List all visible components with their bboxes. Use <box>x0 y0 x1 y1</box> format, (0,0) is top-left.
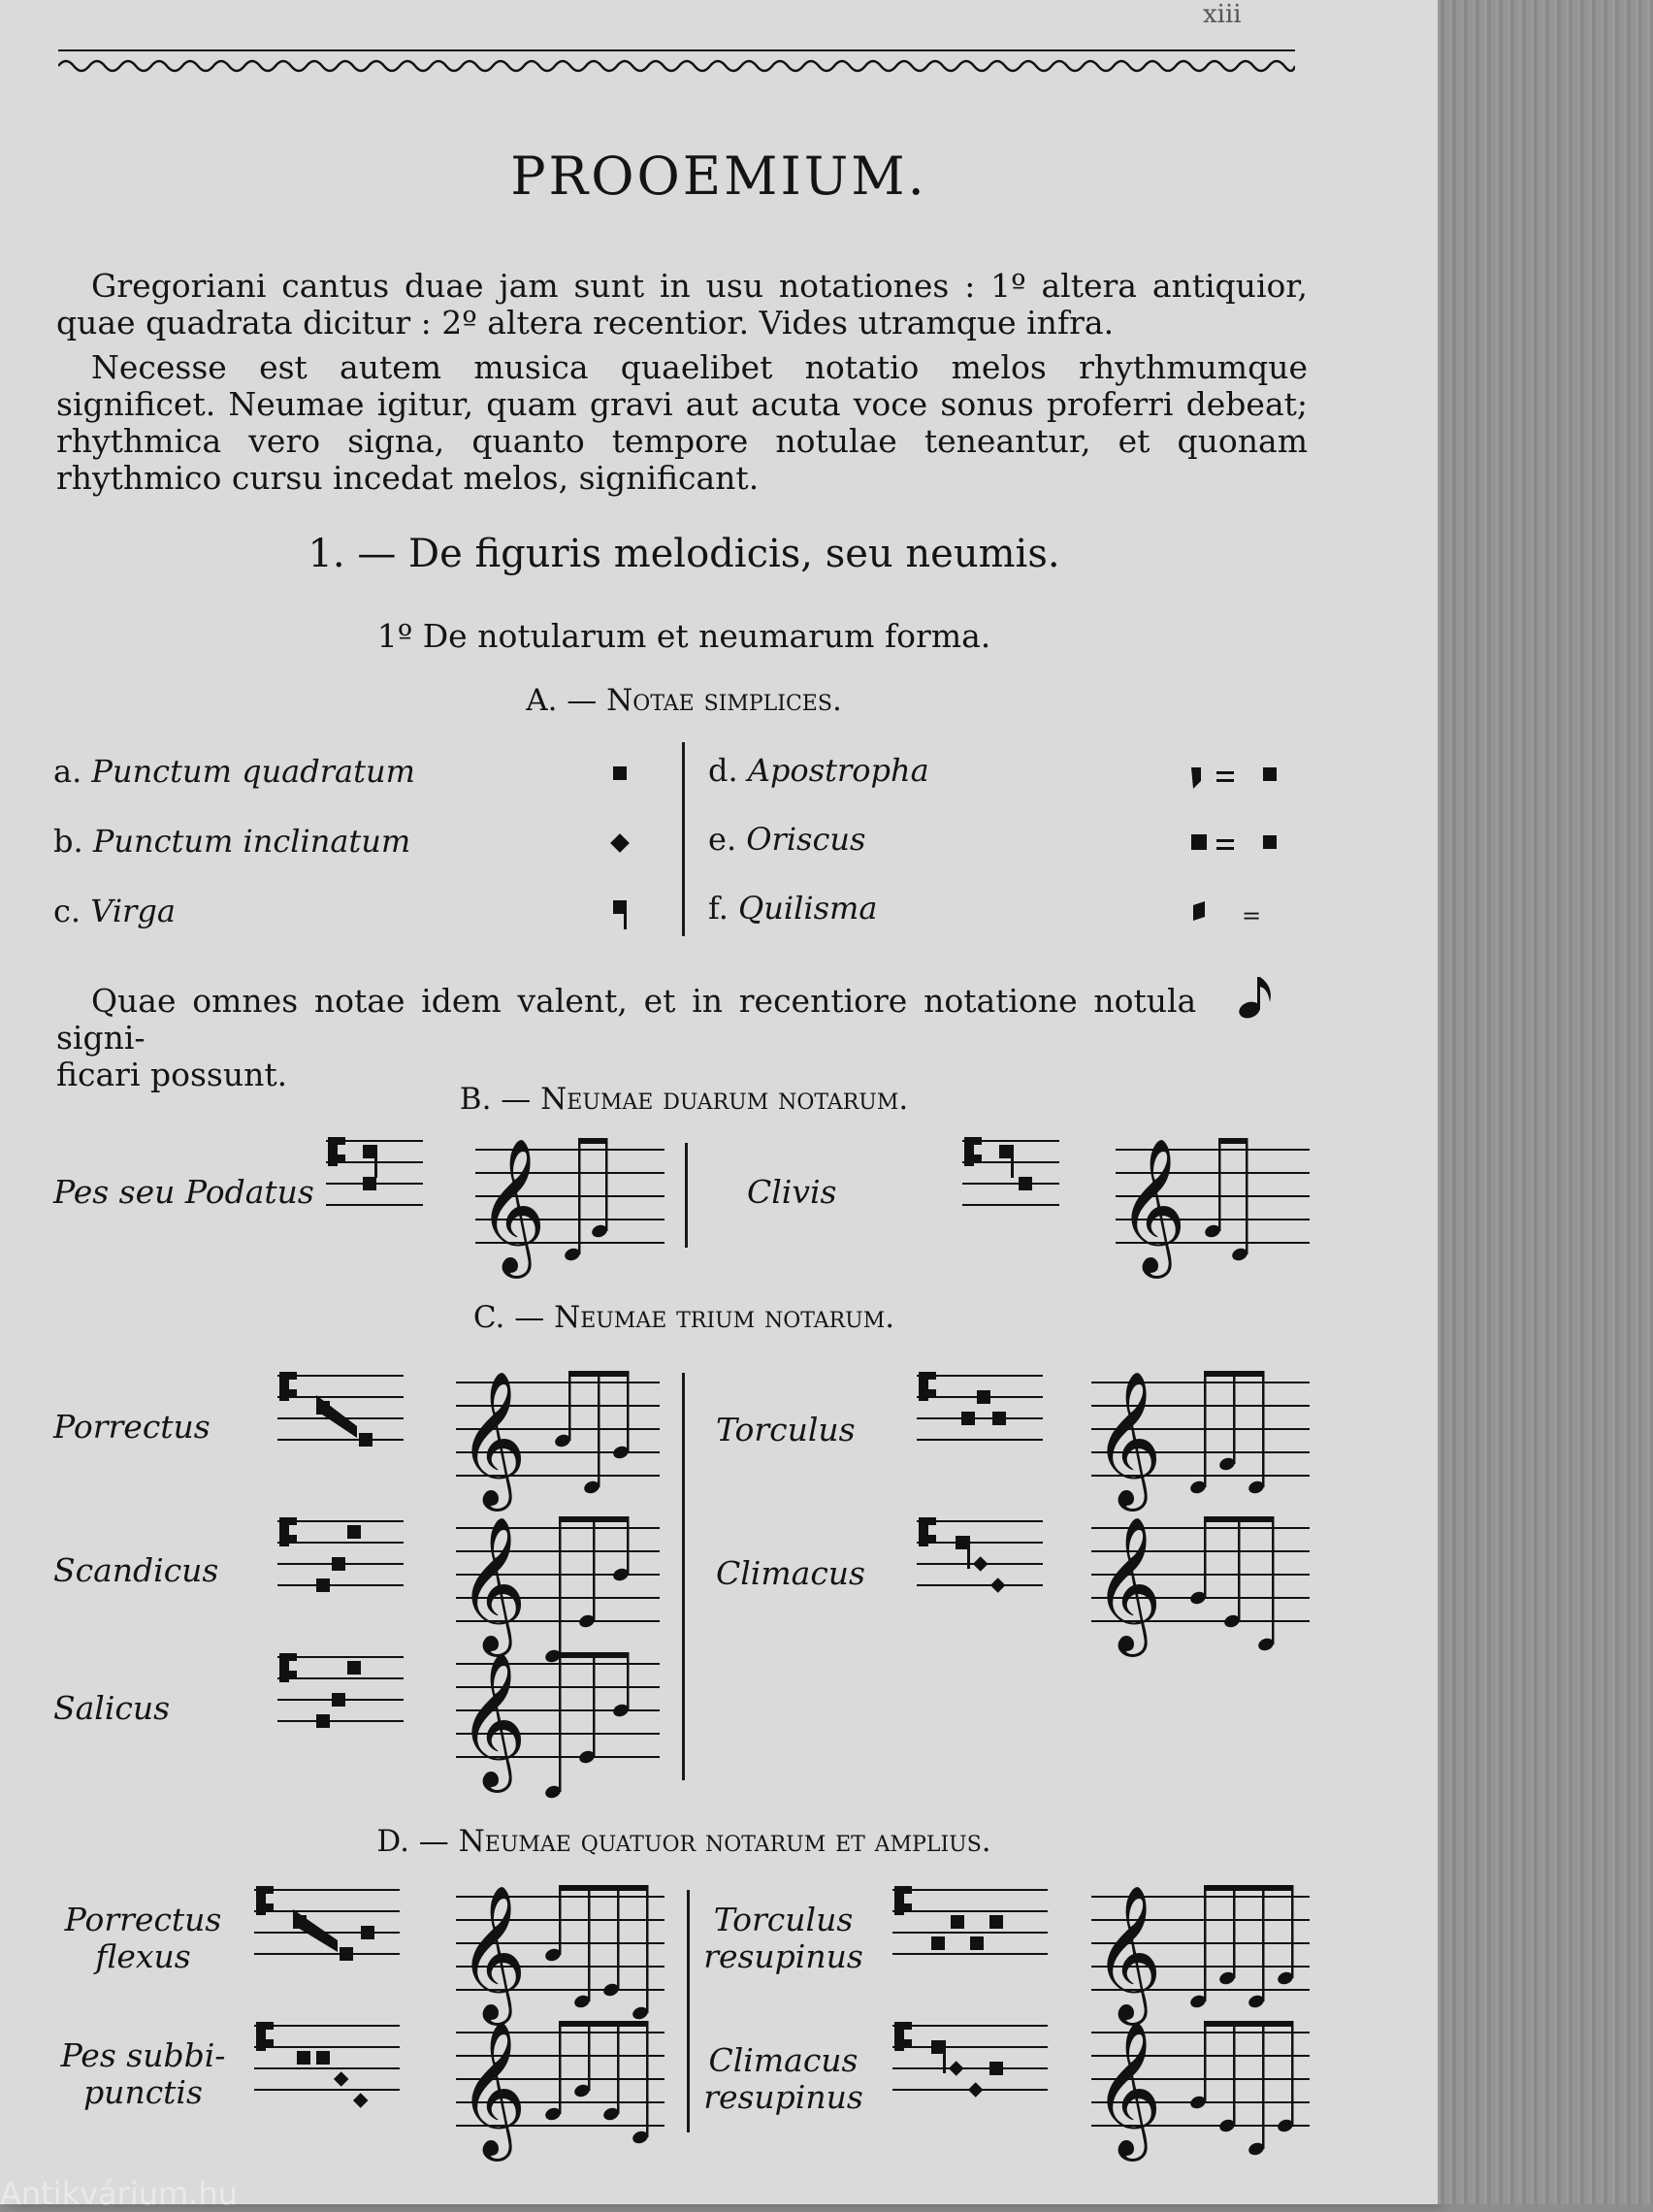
salicus-square-staff <box>277 1649 404 1750</box>
pes-subbipunctis-label: Pes subbi- punctis <box>60 2036 226 2111</box>
torculus-label: Torculus <box>716 1411 856 1448</box>
climacus-label: Climacus <box>716 1554 865 1592</box>
clivis-square-staff <box>962 1133 1059 1234</box>
porrectus-flexus-label: Porrectus flexus <box>64 1901 222 1975</box>
equals-sign: = <box>1242 902 1262 929</box>
podatus-square-staff <box>326 1133 423 1234</box>
climacus-resupinus-square-staff <box>892 2018 1048 2119</box>
svg-text:𝄞: 𝄞 <box>1118 1138 1186 1273</box>
section-subheading: 1º De notularum et neumarum forma. <box>376 617 991 655</box>
climacus-modern-staff <box>1091 1509 1310 1651</box>
part-d-heading: D. — Neumae quatuor notarum et amplius. <box>376 1824 991 1859</box>
porrectus-modern-staff <box>456 1363 660 1506</box>
note-b: b. Punctum inclinatum <box>53 823 411 860</box>
scandicus-label: Scandicus <box>53 1551 219 1589</box>
svg-text:𝄞: 𝄞 <box>458 1516 527 1651</box>
svg-text:𝄞: 𝄞 <box>458 1652 527 1787</box>
climacus-square-staff <box>917 1513 1043 1614</box>
pes-subbipunctis-square-staff <box>254 2018 400 2119</box>
svg-text:𝄞: 𝄞 <box>477 1138 546 1273</box>
ornament-border <box>58 45 1295 78</box>
column-divider <box>687 1890 690 2132</box>
porrectus-flexus-square-staff <box>254 1882 400 1983</box>
torculus-resupinus-square-staff <box>892 1882 1048 1983</box>
page-number: xiii <box>1203 0 1242 29</box>
porrectus-flexus-modern-staff <box>456 1877 664 2020</box>
column-divider <box>682 1373 685 1780</box>
note-c: c. Virga <box>53 893 176 929</box>
svg-text:𝄞: 𝄞 <box>1093 1371 1162 1506</box>
pes-subbipunctis-modern-staff <box>456 2013 664 2156</box>
page-title: PROOEMIUM. <box>510 146 927 207</box>
podatus-label: Pes seu Podatus <box>53 1173 314 1211</box>
torculus-resupinus-modern-staff <box>1091 1877 1310 2020</box>
column-divider <box>685 1143 688 1248</box>
porrectus-square-staff <box>277 1368 404 1469</box>
svg-text:𝄞: 𝄞 <box>458 2021 527 2156</box>
climacus-resupinus-label: Climacus resupinus <box>703 2041 863 2116</box>
salicus-label: Salicus <box>53 1689 171 1727</box>
scandicus-square-staff <box>277 1513 404 1614</box>
svg-text:𝄞: 𝄞 <box>1093 1885 1162 2020</box>
note-f: f. Quilisma <box>708 890 878 927</box>
part-a-heading: A. — Notae simplices. <box>526 683 842 718</box>
climacus-resupinus-modern-staff <box>1091 2013 1310 2156</box>
note-e: e. Oriscus <box>708 821 866 858</box>
torculus-resupinus-label: Torculus resupinus <box>703 1901 863 1975</box>
svg-text:𝄞: 𝄞 <box>1093 1516 1162 1651</box>
part-b-heading: B. — Neumae duarum notarum. <box>459 1082 909 1117</box>
clivis-label: Clivis <box>747 1173 837 1211</box>
salicus-modern-staff <box>456 1644 660 1787</box>
punctum-glyphs <box>601 757 660 931</box>
svg-text:𝄞: 𝄞 <box>458 1885 527 2020</box>
note-text: Quae omnes notae idem valent, et in recentiore notatione notula signi- ficari possunt. <box>56 975 1308 1093</box>
torculus-square-staff <box>917 1368 1043 1469</box>
porrectus-label: Porrectus <box>53 1408 211 1446</box>
podatus-modern-staff <box>475 1130 664 1273</box>
part-c-heading: C. — Neumae trium notarum. <box>472 1300 895 1335</box>
column-divider <box>682 742 685 936</box>
clivis-modern-staff <box>1116 1130 1310 1273</box>
scandicus-modern-staff <box>456 1509 660 1651</box>
svg-text:𝄞: 𝄞 <box>1093 2021 1162 2156</box>
page-edge <box>1438 0 1653 2204</box>
section-heading: 1. — De figuris melodicis, seu neumis. <box>308 532 1060 576</box>
svg-text:𝄞: 𝄞 <box>458 1371 527 1506</box>
note-d: d. Apostropha <box>708 752 929 789</box>
note-a: a. Punctum quadratum <box>53 753 415 790</box>
intro-paragraph-1: Gregoriani cantus duae jam sunt in usu notationes : 1º altera antiquior, quae quadrata dicitur : 2º altera recentior. Vides utramque infra. <box>56 267 1308 342</box>
eighth-note-icon <box>1236 975 1284 1020</box>
apostropha-oriscus-glyphs <box>1183 762 1290 931</box>
watermark: Antikvárium.hu <box>0 2175 238 2212</box>
torculus-modern-staff <box>1091 1363 1310 1506</box>
intro-paragraph-2: Necesse est autem musica quaelibet notatio melos rhythmumque significet. Neumae igitur, quam gravi aut acuta voce sonus proferri debeat; rhythmica vero signa, quanto tempore notulae teneantur, et quonam rhythmico cursu incedat melos, significant. <box>56 348 1308 497</box>
